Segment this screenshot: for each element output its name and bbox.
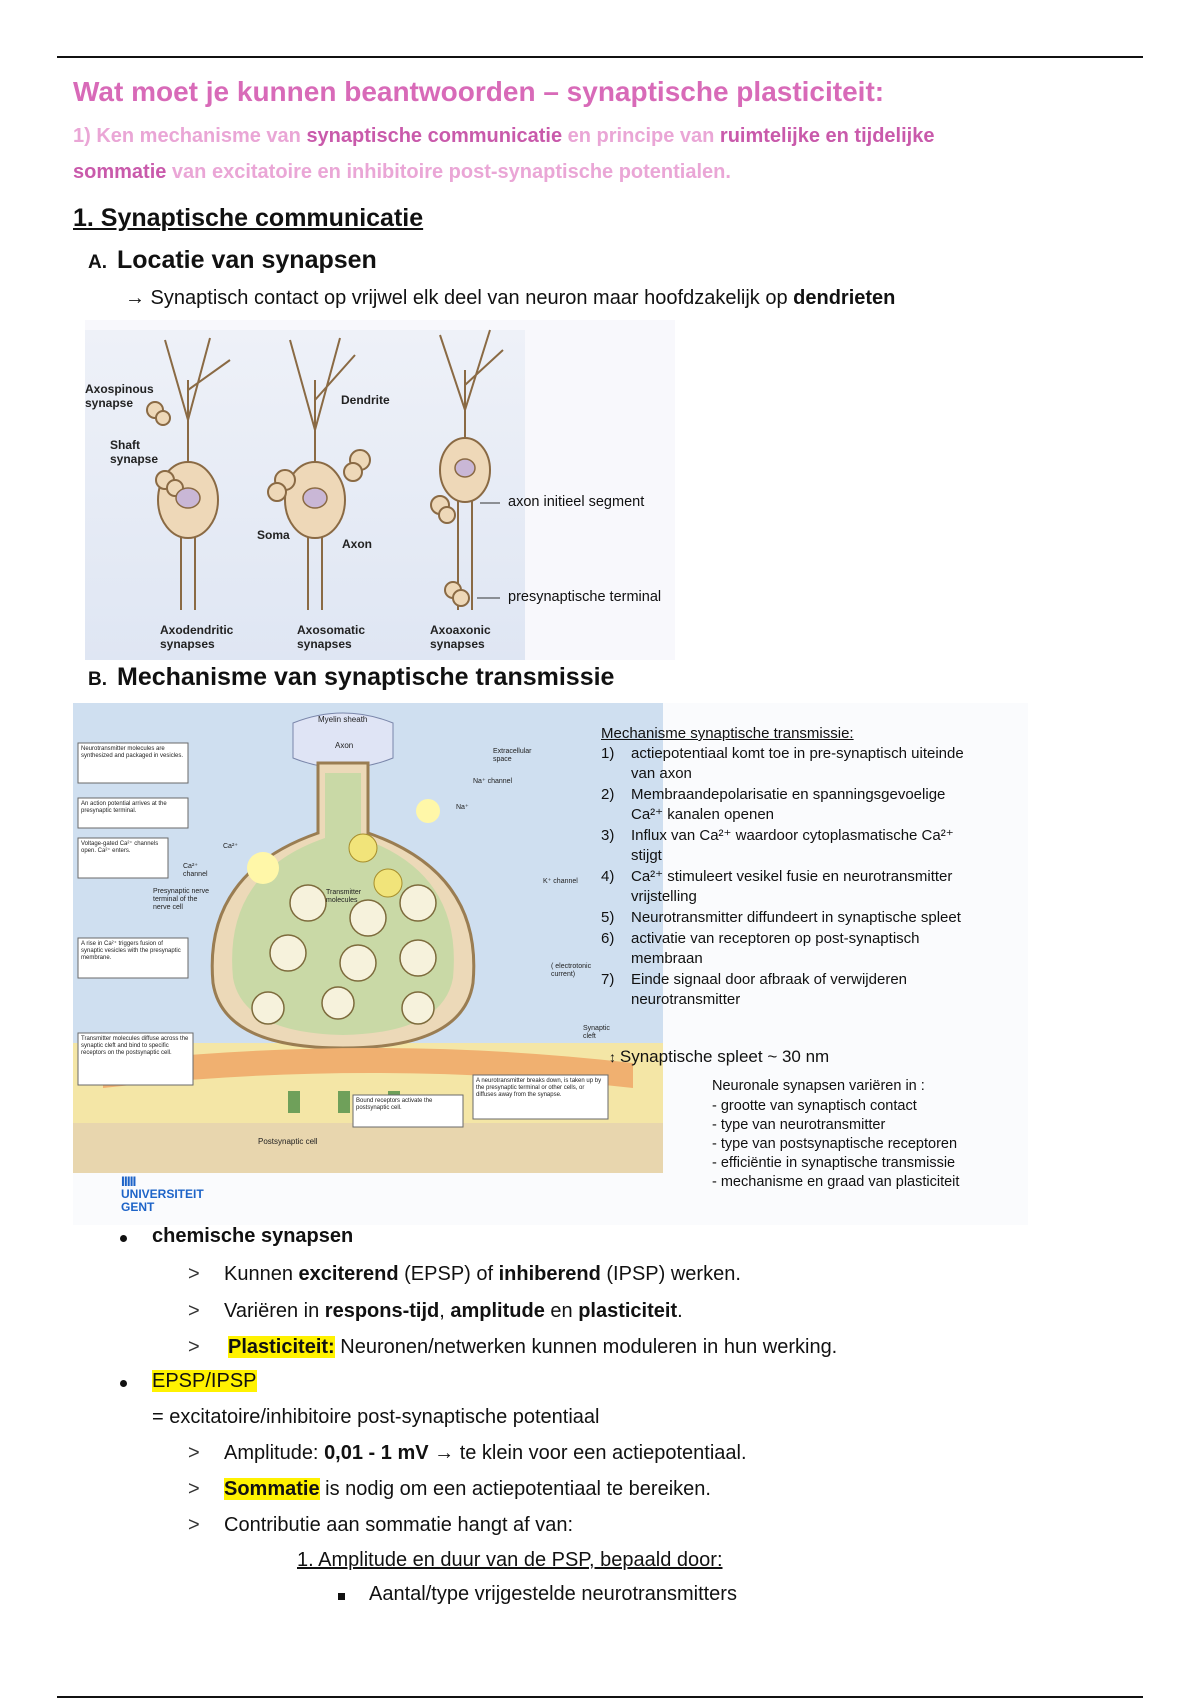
synaptic-transmission-figure xyxy=(73,703,1028,1225)
subheading-b: B. Mechanisme van synaptische transmissie xyxy=(88,663,615,691)
step-box-7: A neurotransmitter breaks down, is taken up by the presynaptic terminal or other cells, or diffuses away from the synapse. xyxy=(476,1078,602,1098)
section-heading-1: 1. Synaptische communicatie xyxy=(73,204,424,232)
epsp-line-3: Contributie aan sommatie hangt af van: xyxy=(224,1514,574,1536)
label-axon: Axon xyxy=(342,537,372,551)
label-na-channel: Na⁺ channel xyxy=(473,778,513,785)
step-number: 1) xyxy=(601,745,615,762)
top-rule xyxy=(57,56,1143,58)
step-number: 2) xyxy=(601,786,615,803)
steps-title: Mechanisme synaptische transmissie: xyxy=(601,725,854,742)
chevron: > xyxy=(188,1263,200,1285)
chem-line-1: Kunnen exciterend (EPSP) of inhiberend (IPSP) werken. xyxy=(224,1263,741,1285)
epsp-line-1: Amplitude: 0,01 - 1 mV → te klein voor een actiepotentiaal. xyxy=(224,1442,747,1464)
step-text: actiepotentiaal komt toe in pre-synaptisch uiteinde xyxy=(631,745,964,762)
step-box-5: Transmitter molecules diffuse across the synaptic cleft and bind to specific receptors on the postsynaptic cell. xyxy=(81,1036,189,1056)
step-box-3: Voltage-gated Ca²⁺ channels open. Ca²⁺ enters. xyxy=(81,841,159,854)
label-postsyn: Postsynaptic cell xyxy=(258,1137,318,1146)
label-axospinous: Axospinous synapse xyxy=(85,382,154,410)
label-axosomatic: Axosomatic synapses xyxy=(297,623,366,651)
step-number: 4) xyxy=(601,868,615,885)
label-ca-channel: Ca²⁺ channel xyxy=(183,863,208,878)
step-text-cont: Ca²⁺ kanalen openen xyxy=(631,806,775,823)
step-number: 3) xyxy=(601,827,615,844)
chem-line-3: Plasticiteit: Neuronen/netwerken kunnen moduleren in hun werking. xyxy=(228,1336,838,1358)
step-number: 7) xyxy=(601,971,615,988)
step-text: Influx van Ca²⁺ waardoor cytoplasmatische Ca²⁺ xyxy=(631,827,954,844)
variation-item: - type van neurotransmitter xyxy=(712,1117,886,1133)
step-text: Ca²⁺ stimuleert vesikel fusie en neurotransmitter xyxy=(631,868,953,885)
neuron-illustration xyxy=(85,320,675,660)
label-presynaptic-terminal: presynaptische terminal xyxy=(508,589,662,605)
chevron: > xyxy=(188,1442,200,1464)
sub-item-neurotransmitters: Aantal/type vrijgestelde neurotransmitters xyxy=(369,1583,737,1605)
epsp-line-2: Sommatie is nodig om een actiepotentiaal te bereiken. xyxy=(224,1478,711,1500)
subheading-a: A. Locatie van synapsen xyxy=(88,246,377,274)
label-axodendritic: Axodendritic synapses xyxy=(160,623,234,651)
label-k-channel: K⁺ channel xyxy=(543,878,578,885)
chevron: > xyxy=(188,1300,200,1322)
bullet-dot xyxy=(120,1380,127,1387)
label-electrotonic: ( electrotonic current) xyxy=(551,963,592,978)
location-text: → Synaptisch contact op vrijwel elk deel van neuron maar hoofdzakelijk op dendrieten xyxy=(125,287,896,309)
label-na: Na⁺ xyxy=(456,804,469,811)
label-presyn: Presynaptic nerve terminal of the nerve cell xyxy=(153,888,210,911)
label-cleft: Synaptic cleft xyxy=(583,1025,610,1040)
variation-item: - type van postsynaptische receptoren xyxy=(712,1136,958,1152)
intro-question: 1) Ken mechanisme van synaptische communicatie en principe van ruimtelijke en tijdelijke sommatie van excitatoire en inhibitoire post-synaptische potentialen. xyxy=(73,125,935,183)
cleft-note: ↕ Synaptische spleet ~ 30 nm xyxy=(609,1047,830,1066)
bullet-dot xyxy=(120,1235,127,1242)
chem-line-2: Variëren in respons-tijd, amplitude en plasticiteit. xyxy=(224,1300,683,1322)
step-box-2: An action potential arrives at the presynaptic terminal. xyxy=(81,801,167,814)
square-bullet xyxy=(338,1593,345,1600)
university-logo: ΙΙΙΙΙ UNIVERSITEIT GENT xyxy=(121,1173,204,1214)
variation-title: Neuronale synapsen variëren in : xyxy=(712,1078,925,1094)
label-dendrite: Dendrite xyxy=(341,393,390,407)
step-number: 5) xyxy=(601,909,615,926)
variation-item: - mechanisme en graad van plasticiteit xyxy=(712,1174,960,1190)
step-text: Einde signaal door afbraak of verwijderen xyxy=(631,971,907,988)
step-text-cont: neurotransmitter xyxy=(631,991,741,1008)
step-text-cont: vrijstelling xyxy=(631,888,697,905)
label-axoaxonic: Axoaxonic synapses xyxy=(430,623,491,651)
step-text-cont: membraan xyxy=(631,950,703,967)
step-text: Neurotransmitter diffundeert in synaptische spleet xyxy=(631,909,961,926)
synapse-location-figure xyxy=(85,320,675,660)
label-axon2: Axon xyxy=(335,741,354,750)
label-soma: Soma xyxy=(257,528,290,542)
variation-item: - grootte van synaptisch contact xyxy=(712,1098,917,1114)
page-title: Wat moet je kunnen beantwoorden – synaptische plasticiteit: xyxy=(73,76,885,107)
label-ca: Ca²⁺ xyxy=(223,843,238,850)
label-extracellular: Extracellular space xyxy=(493,748,532,763)
label-initial-segment: axon initieel segment xyxy=(508,494,645,510)
step-box-1: Neurotransmitter molecules are synthesized and packaged in vesicles. xyxy=(81,746,184,759)
epsp-definition: = excitatoire/inhibitoire post-synaptische potentiaal xyxy=(152,1406,600,1428)
label-myelin: Myelin sheath xyxy=(318,715,368,724)
step-text: activatie van receptoren op post-synaptisch xyxy=(631,930,920,947)
step-box-6: Bound receptors activate the postsynaptic cell. xyxy=(356,1098,433,1111)
chevron: > xyxy=(188,1478,200,1500)
step-text: Membraandepolarisatie en spanningsgevoelige xyxy=(631,786,946,803)
chevron: > xyxy=(188,1514,200,1536)
label-transmitter: Transmitter molecules xyxy=(326,889,362,904)
step-number: 6) xyxy=(601,930,615,947)
step-text-cont: van axon xyxy=(631,765,692,782)
variation-item: - efficiëntie in synaptische transmissie xyxy=(712,1155,956,1171)
bullet-epsp: EPSP/IPSP xyxy=(152,1370,257,1392)
bottom-rule xyxy=(57,1696,1143,1698)
step-text-cont: stijgt xyxy=(631,847,662,864)
step-box-4: A rise in Ca²⁺ triggers fusion of synaptic vesicles with the presynaptic membrane. xyxy=(81,941,181,961)
bullet-chemical: chemische synapsen xyxy=(152,1225,354,1247)
label-shaft: Shaft synapse xyxy=(110,438,159,466)
chevron: > xyxy=(188,1336,200,1358)
sub-heading-amplitude: 1. Amplitude en duur van de PSP, bepaald door: xyxy=(297,1549,723,1571)
